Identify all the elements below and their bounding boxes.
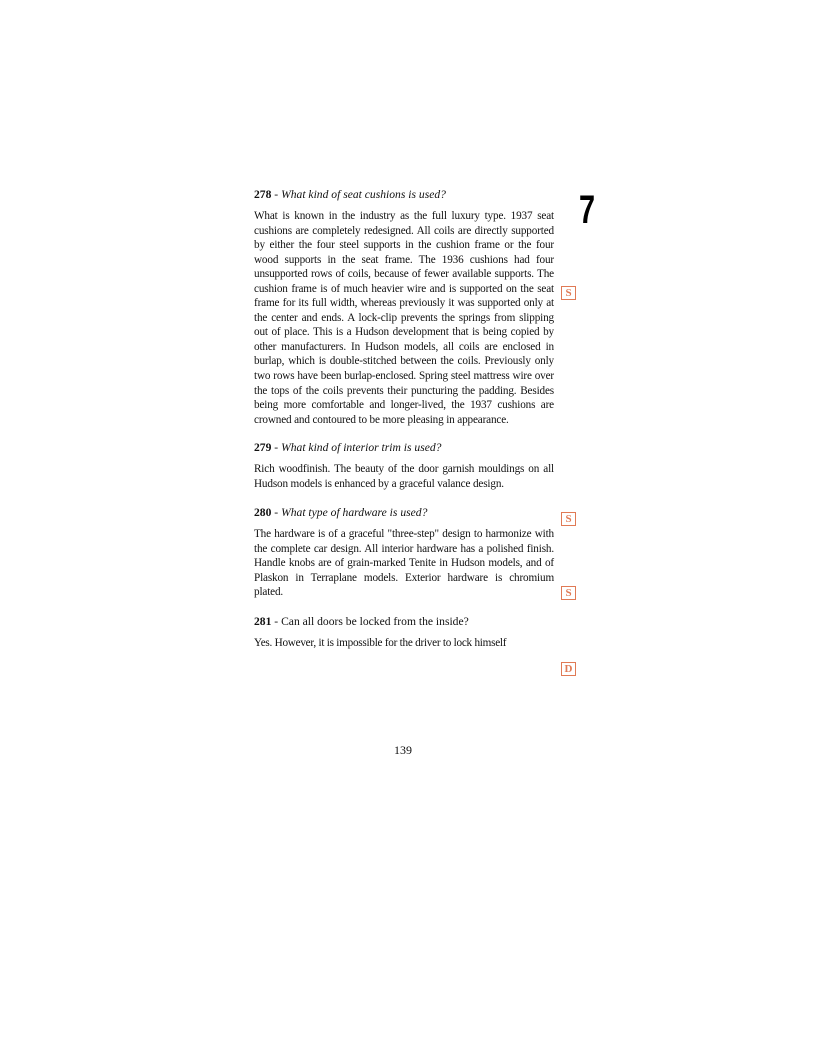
qa-item-279: [254, 440, 554, 491]
question-separator: -: [271, 441, 282, 455]
answer-text: Yes. However, it is impossible for the driver to lock himself: [254, 637, 507, 650]
qa-item-278: [254, 187, 554, 427]
chapter-number: 7: [579, 188, 595, 232]
margin-tag-s: S: [561, 286, 576, 300]
question-text: What type of hardware is used?: [281, 506, 428, 520]
question-separator: -: [271, 615, 282, 629]
margin-tag-s: S: [561, 512, 576, 526]
qa-item-281: [254, 614, 554, 651]
question-text: What kind of seat cushions is used?: [281, 188, 446, 201]
question-number: 279: [254, 441, 272, 455]
question-separator: -: [271, 188, 282, 201]
question-heading: [254, 614, 554, 629]
margin-tag-d: D: [561, 662, 576, 676]
answer-text: What is known in the industry as the full luxury type. 1937 seat cushions are completely redesigned. All coils are directly supported by either the four steel supports in the cushion frame or the four wood supports in the seat frame. The 1936 cushions had four unsupported rows of coils, because of fewer available supports. The cushion frame is of much heavier wire and is supported on the seat frame for its full width, whereas previously it was supported only at the center and ends. A lock-clip prevents the springs from slipping out of place. This is a Hudson development that is being copied by other manufacturers. In Hudson models, all coils are enclosed in burlap, which is double-stitched between the coils. Previously only two rows have been burlap-enclosed. Spring steel mattress wire over the tops of the coils prevents their puncturing the padding. Besides being more comfortable and longer-lived, the 1937 cushions are crowned and contoured to be more pleasing in appearance.: [254, 210, 554, 426]
question-heading: [254, 187, 554, 202]
qa-item-280: [254, 505, 554, 600]
page-number: 139: [394, 743, 412, 757]
question-number: 278: [254, 188, 272, 201]
question-heading: [254, 440, 554, 455]
question-number: 281: [254, 615, 272, 629]
question-number: 280: [254, 506, 272, 520]
answer-text: Rich woodfinish. The beauty of the door garnish mouldings on all Hudson models is enhanced by a graceful valance design.: [254, 463, 554, 490]
question-text: What kind of interior trim is used?: [281, 441, 442, 455]
question-heading: [254, 505, 554, 520]
question-separator: -: [271, 506, 282, 520]
qa-content: [254, 187, 554, 651]
answer-text: The hardware is of a graceful "three-step" design to harmonize with the complete car design. All interior hardware has a polished finish. Handle knobs are of grain-marked Tenite in Hudson models, and of Plaskon in Terraplane models. Exterior hardware is chromium plated.: [254, 528, 554, 599]
question-text: Can all doors be locked from the inside?: [281, 615, 469, 629]
margin-tag-s: S: [561, 586, 576, 600]
